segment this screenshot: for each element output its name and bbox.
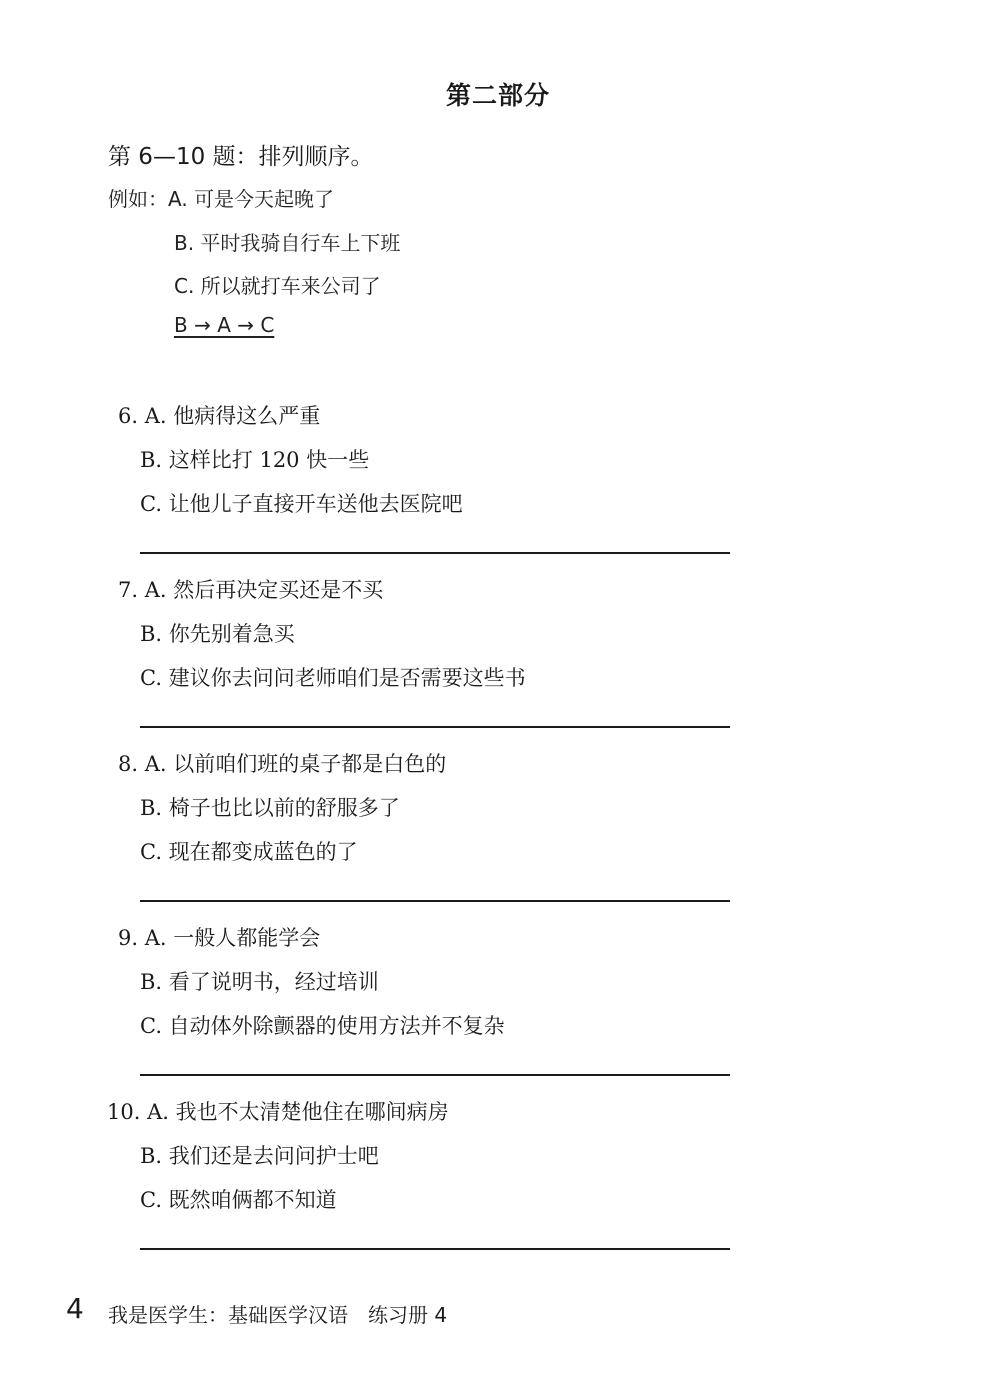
option-b: B. 你先别着急买 (140, 622, 295, 646)
option-c: C. 建议你去问问老师咱们是否需要这些书 (140, 666, 526, 690)
example-option-a: A. 可是今天起晚了 (168, 187, 335, 211)
option-b: B. 这样比打 120 快一些 (140, 448, 370, 472)
question-10-option-a-line (107, 1096, 449, 1126)
option-a: A. 以前咱们班的桌子都是白色的 (144, 752, 447, 776)
option-a: A. 我也不太清楚他住在哪间病房 (147, 1100, 449, 1124)
option-c: C. 自动体外除颤器的使用方法并不复杂 (140, 1014, 505, 1038)
section-title: 第二部分 (445, 81, 550, 110)
question-6-option-a-line (118, 400, 320, 430)
option-c: C. 让他儿子直接开车送他去医院吧 (140, 492, 463, 516)
answer-line (140, 1074, 730, 1076)
option-c: C. 现在都变成蓝色的了 (140, 840, 358, 864)
question-9-option-a-line (118, 922, 320, 952)
example-answer: B → A → C (174, 313, 275, 337)
option-b: B. 看了说明书，经过培训 (140, 970, 379, 994)
example-option-c: C. 所以就打车来公司了 (174, 274, 381, 298)
question-number: 9. (118, 926, 139, 950)
option-b: B. 椅子也比以前的舒服多了 (140, 796, 400, 820)
answer-line (140, 1248, 730, 1250)
example-line-a (108, 183, 334, 212)
question-number: 8. (118, 752, 139, 776)
option-c: C. 既然咱俩都不知道 (140, 1188, 337, 1212)
option-a: A. 一般人都能学会 (144, 926, 321, 950)
question-number: 7. (118, 578, 139, 602)
answer-line (140, 900, 730, 902)
book-title: 我是医学生：基础医学汉语 练习册 4 (108, 1303, 448, 1327)
option-a: A. 然后再决定买还是不买 (144, 578, 384, 602)
answer-line (140, 552, 730, 554)
question-number: 10. (107, 1100, 141, 1124)
example-option-b: B. 平时我骑自行车上下班 (174, 231, 401, 255)
option-a: A. 他病得这么严重 (144, 404, 321, 428)
answer-line (140, 726, 730, 728)
page-number: 4 (66, 1292, 84, 1325)
question-7-option-a-line (118, 574, 383, 604)
option-b: B. 我们还是去问问护士吧 (140, 1144, 379, 1168)
question-number: 6. (118, 404, 139, 428)
instruction: 第 6—10 题：排列顺序。 (108, 144, 374, 170)
question-8-option-a-line (118, 748, 446, 778)
example-prefix: 例如： (108, 187, 168, 211)
